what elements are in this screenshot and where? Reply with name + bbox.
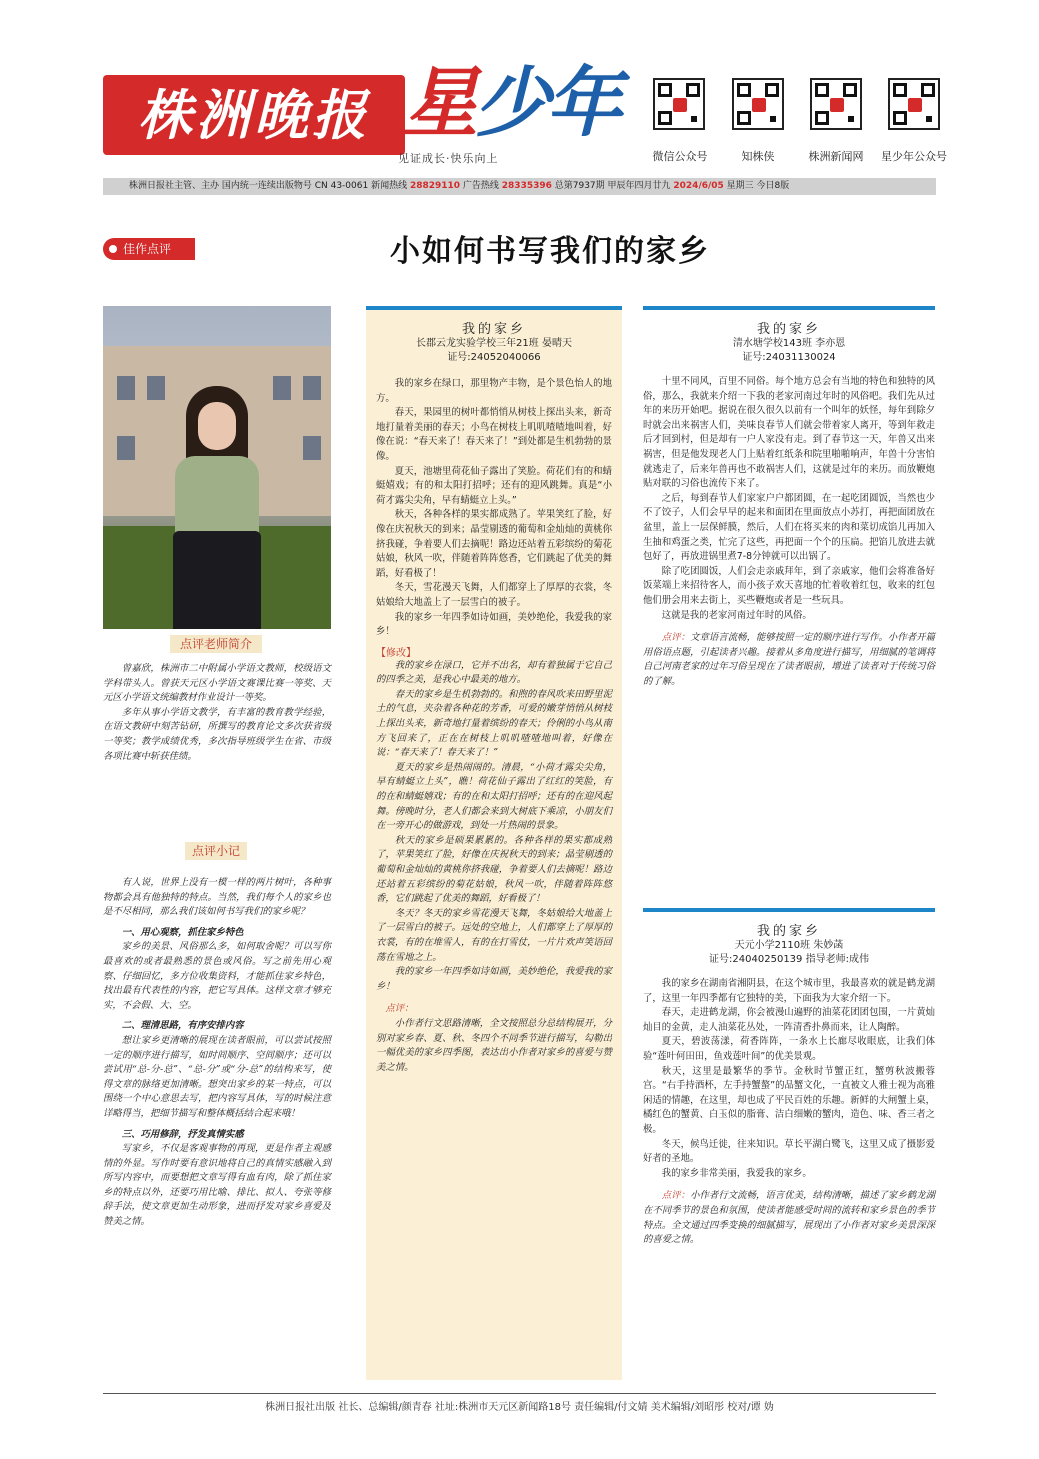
page-headline: 小如何书写我们的家乡 <box>390 234 710 269</box>
paragraph: 夏天，碧波荡漾，荷香阵阵，一条水上长廊尽收眼底，让我们体验“莲叶何田田，鱼戏莲叶间”的优美景观。 <box>643 1036 935 1062</box>
article-2-school: 清水塘学校143班 李亦恩 <box>732 338 846 349</box>
subheading: 三、巧用修辞，抒发真情实感 <box>121 1128 244 1140</box>
paragraph: 冬天，雪花漫天飞舞，人们都穿上了厚厚的衣裳，冬姑娘给大地盖上了一层雪白的被子。 <box>376 582 612 608</box>
notes-label: 点评小记 <box>185 842 247 860</box>
ads-hotline: 28335396 <box>501 181 552 191</box>
comment-text: 文章语言流畅，能够按照一定的顺序进行写作。小作者开篇用俗语点题，引起读者兴趣。接着从多角度进行描写，用细腻的笔调将自己河南老家的过年习俗呈现在了读者眼前，增进了读者对于传统习俗的了解。 <box>643 632 935 687</box>
slogan: 见证成长·快乐向上 <box>398 152 499 165</box>
paragraph: 我的家乡非常美丽，我爱我的家乡。 <box>661 1167 812 1179</box>
section-tag <box>103 238 195 260</box>
paragraph: 这就是我的老家河南过年时的风俗。 <box>661 609 812 621</box>
paragraph <box>643 631 935 689</box>
article-3-school: 天元小学2110班 朱妙菡 <box>734 940 844 951</box>
article-3-top-bar <box>643 908 935 912</box>
comment-label: 点评： <box>385 1003 414 1015</box>
paragraph: 曾嘉欣，株洲市二中附属小学语文教师，校级语文学科带头人。曾获天元区小学语文赛课比赛一等奖、天元区小学语文统编教材作业设计一等奖。 <box>103 663 331 704</box>
qr-code-icon <box>810 78 862 130</box>
article-1-box <box>366 306 622 1380</box>
info-text: 总第7937期 甲辰年四月廿九 <box>551 181 674 191</box>
article-3 <box>643 908 935 1248</box>
info-text: 广告热线 <box>460 181 502 191</box>
article-1-revision <box>376 659 612 995</box>
qr-xingshaonian[interactable] <box>888 78 940 130</box>
paragraph: 秋天，各种各样的果实都成熟了。苹果笑红了脸，好像在庆祝秋天的到来；晶莹剔透的葡萄和金灿灿的黄桃你挤我碰，争着要人们去摘呢！路边还站着五彩缤纷的菊花姑娘，秋风一吹，伴随着阵阵悠香，它们跳起了优美的舞蹈，好看极了！ <box>376 509 612 579</box>
info-text: 星期三 今日8版 <box>723 181 790 191</box>
paragraph: 春天，果园里的树叶都悄悄从树枝上探出头来，新奇地打量着美丽的春天；小鸟在树枝上叽叽喳喳地叫着，好像在说：“春天来了！春天来了！”到处都是生机勃勃的景像。 <box>376 407 612 462</box>
comment-label: 点评： <box>661 1190 691 1202</box>
article-2-body <box>643 375 935 623</box>
paragraph: 我的家乡在渌口，它并不出名，却有着独属于它自己的四季之美，是我心中最美的地方。 <box>376 659 612 686</box>
qr-code-icon <box>653 78 705 130</box>
qr-label-news-site: 株洲新闻网 <box>808 150 864 163</box>
paragraph: 我的家乡在湖南省湘阴县，在这个城市里，我最喜欢的就是鹤龙湖了，这里一年四季都有它独特的美，下面我为大家介绍一下。 <box>643 978 935 1004</box>
paragraph: 写家乡，不仅是客观事物的再现，更是作者主观感情的外显。写作时要有意识地将自己的真情实感融入到所写内容中，而要想把文章写得有血有肉，除了抓住家乡的特点以外，还要巧用比喻、排比、拟人、夸张等修辞手法，使文章更加生动形象，进而抒发对家乡喜爱及赞美之情。 <box>103 1143 331 1228</box>
revision-label: 【修改】 <box>376 647 416 659</box>
brand-logo-a: 星 <box>402 58 474 147</box>
info-text: 株洲日报社主管、主办 国内统一连续出版物号 CN 43-0061 新闻热线 <box>129 181 410 191</box>
paragraph: 秋天的家乡是硕果累累的。各种各样的果实都成熟了，苹果笑红了脸，好像在庆祝秋天的到来；晶莹剔透的葡萄和金灿灿的黄桃你挤我碰，争着要人们去摘呢！路边还站着五彩缤纷的菊花姑娘，秋风一吹，伴随着阵阵悠香，它们跳起了优美的舞蹈，好看极了！ <box>376 834 612 905</box>
paragraph: 秋天，这里是最繁华的季节。金秋时节蟹正红，蟹剪秋波搬蓉宫。“右手持酒杯，左手持蟹螯”的品蟹文化，一直被文人雅士视为高雅闲适的情趣，在这里，却也成了平民百姓的乐趣。新鲜的大闸蟹上桌，橘红色的蟹黄、白玉似的脂膏、洁白细嫩的蟹肉，造色、味、香三者之极。 <box>643 1065 935 1135</box>
paper-logo: 株洲晚报 <box>103 75 405 155</box>
qr-code-icon <box>888 78 940 130</box>
paragraph: 十里不同风，百里不同俗。每个地方总会有当地的特色和独特的风俗，那么，我就来介绍一下我的老家河南过年时的风俗吧。我们先从过年的来历开始吧。据说在很久很久以前有一个叫年的妖怪，每年到除夕时就会出来祸害人们，美味良春节人们就会带着家人离开，等到年救走后才回到村，但是却有一户人家没有走。到了春节这一天，年兽又出来祸害，但是他发现老人门上贴着红纸条和院里啪啪响声，年兽十分害怕就逃走了，后来年兽再也不敢祸害人们，这就是过年的来历。而放鞭炮贴对联的习俗也流传下来了。 <box>643 376 935 490</box>
qr-news-site[interactable] <box>810 78 862 130</box>
article-1-cert: 证号:24052040066 <box>447 352 541 363</box>
paragraph: 家乡的美景、风俗那么多，如何取舍呢？可以写你最喜欢的或者最熟悉的景色或风俗。写之前先用心观察、仔细回忆，多方位收集资料，才能抓住家乡特色，找出最有代表性的内容，把它写具体。这样文章才够充实，不会假、大、空。 <box>103 941 331 1011</box>
paragraph: 有人说，世界上没有一模一样的两片树叶，各种事物都会具有他独特的特点。当然，我们每个人的家乡也是不尽相同，那么我们该如何书写我们的家乡呢？ <box>103 877 331 918</box>
paragraph: 夏天的家乡是热闹闹的。清晨，“小荷才露尖尖角，早有蜻蜓立上头”，瞧！荷花仙子露出了红红的笑脸，有的在和蜻蜓嬉戏；有的在和太阳打招呼；还有的在迎风起舞。傍晚时分，老人们都会来到大树底下乘凉，小朋友们在一旁开心的做游戏，到处一片热闹的景象。 <box>376 761 612 832</box>
qr-zhizhuxia[interactable] <box>732 78 784 130</box>
paragraph: 春天的家乡是生机勃勃的。和煦的春风吹来田野里泥土的气息，夹杂着各种花的芳香，可爱的嫩芽悄悄从树枝上探出头来，新奇地打量着缤纷的春天；伶俐的小鸟从南方飞回来了，正在在树枝上叽叽喳喳地叫着，好像在说：“春天来了！春天来了！” <box>376 688 612 759</box>
teacher-intro <box>103 662 331 764</box>
teacher-notes <box>103 876 331 1230</box>
article-1-school: 长郡云龙实验学校三年21班 晏晴天 <box>416 338 572 349</box>
article-2-title: 我的家乡 <box>756 322 821 337</box>
issue-date: 2024/6/05 <box>673 181 724 191</box>
paragraph: 小作者行文思路清晰，全文按照总分总结构展开，分别对家乡春、夏、秋、冬四个不同季节进行描写，勾勒出一幅优美的家乡四季图，表达出小作者对家乡的喜爱与赞美之情。 <box>376 1017 612 1073</box>
article-1-comment <box>376 1002 612 1075</box>
section-tag-label: 佳作点评 <box>123 242 172 256</box>
article-3-cert: 证号:24040250139 指导老师:成伟 <box>709 954 869 965</box>
article-1-top-bar <box>366 306 622 310</box>
article-2-cert: 证号:24031130024 <box>742 352 836 363</box>
paragraph: 冬天？冬天的家乡雪花漫天飞舞，冬姑娘给大地盖上了一层雪白的被子。远处的空地上，人们都穿上了厚厚的衣裳，有的在堆雪人，有的在打雪仗，一片片欢声笑语回荡在雪地之上。 <box>376 907 612 963</box>
paragraph: 冬天，候鸟迁徙，往来知识。草长平湖白鹭飞，这里又成了摄影爱好者的圣地。 <box>643 1138 935 1165</box>
qr-wechat[interactable] <box>653 78 705 130</box>
qr-label-xingshaonian: 星少年公众号 <box>881 150 947 163</box>
comment-label: 点评： <box>661 632 691 644</box>
paragraph: 我的家乡一年四季如诗如画，美妙绝伦，我爱我的家乡！ <box>376 611 612 638</box>
teacher-photo <box>103 306 331 629</box>
paragraph: 我的家乡在绿口，那里物产丰物，是个景色怡人的地方。 <box>376 378 612 404</box>
article-1-title: 我的家乡 <box>461 322 526 337</box>
article-2-comment <box>643 631 935 689</box>
paragraph: 春天，走进鹤龙湖，你会被漫山遍野的油菜花团团包围，一片黄灿灿目的金黄，走人油菜花丛处，一阵清香扑鼻而来，让人陶醉。 <box>643 1007 935 1033</box>
subheading: 二、理清思路，有序安排内容 <box>121 1020 244 1032</box>
bullet-icon <box>109 245 117 253</box>
teacher-intro-label: 点评老师简介 <box>170 635 262 653</box>
brand-logo-b: 少年 <box>474 58 618 147</box>
article-3-comment <box>643 1189 935 1247</box>
qr-label-wechat: 微信公众号 <box>652 150 708 163</box>
article-3-body <box>643 977 935 1181</box>
news-hotline: 28829110 <box>409 181 461 191</box>
comment-text: 小作者行文流畅，语言优美，结构清晰，描述了家乡鹤龙湖在不同季节的景色和氛围，使读者能感受时间的流转和家乡景色的季节特点。全文通过四季变换的细腻描写，展现出了小作者对家乡美景深深的喜爱之情。 <box>643 1190 935 1246</box>
paragraph: 夏天，池塘里荷花仙子露出了笑脸。荷花们有的和蜻蜓嬉戏；有的和太阳打招呼；还有的迎风跳舞。真是“小荷才露尖尖角，早有蜻蜓立上头。” <box>376 465 612 506</box>
paragraph: 我的家乡一年四季如诗如画，美妙绝伦，我爱我的家乡！ <box>376 966 612 992</box>
article-2 <box>643 306 935 689</box>
paragraph: 多年从事小学语文教学，有丰富的教育教学经验，在语文教研中刻苦钻研，所撰写的教育论文多次获省级一等奖；教学成绩优秀，多次指导班级学生在省、市级各项比赛中斩获佳绩。 <box>103 706 331 762</box>
publication-info-bar <box>103 178 936 195</box>
paragraph: 想让家乡更清晰的展现在读者眼前，可以尝试按照一定的顺序进行描写，如时间顺序、空间顺序；还可以尝试用“总-分-总”、“总-分”或“分-总”的结构来写，使得文章的脉络更加清晰。想突出家乡的某一特点，可以围绕一个中心意思去写，把内容写具体，写的时候注意详略得当，把细节描写和整体概括结合起来哦！ <box>103 1034 331 1119</box>
article-2-top-bar <box>643 306 935 310</box>
subheading: 一、用心观察，抓住家乡特色 <box>121 926 244 938</box>
article-3-title: 我的家乡 <box>756 924 821 939</box>
paragraph: 之后，每到春节人们家家户户都团圆，在一起吃团圆饭，当然也少不了饺子，人们会早早的起来和面团在里面放点小苏打，再把面团放在盆里，盖上一层保鲜膜，然后，人们在将买来的肉和菜切成馅儿再加入生抽和鸡蛋之类，忙完了这些，再把面一个个的压扁。把馅儿放进去就包好了，再放进锅里煮7-8分钟就可以出锅了。 <box>643 492 935 563</box>
paragraph <box>643 1189 935 1247</box>
footer-credits: 株洲日报社出版 社长、总编辑/颜青春 社址:株洲市天元区新闻路18号 责任编辑/付文婧 美术编辑/刘昭彤 校对/谭 妫 <box>265 1402 774 1413</box>
qr-label-zhizhuxia: 知株侠 <box>741 150 775 163</box>
footer-divider <box>103 1393 936 1394</box>
brand-logo <box>402 58 618 148</box>
qr-code-icon <box>732 78 784 130</box>
paragraph: 除了吃团圆饭，人们会走亲戚拜年，到了亲戚家，他们会将准备好饭菜端上来招待客人，而小孩子欢天喜地的忙着收着红包，收来的红包他们册会用来去街上，买些鞭炮或者是一些玩具。 <box>643 565 935 606</box>
article-1-body <box>376 377 612 640</box>
